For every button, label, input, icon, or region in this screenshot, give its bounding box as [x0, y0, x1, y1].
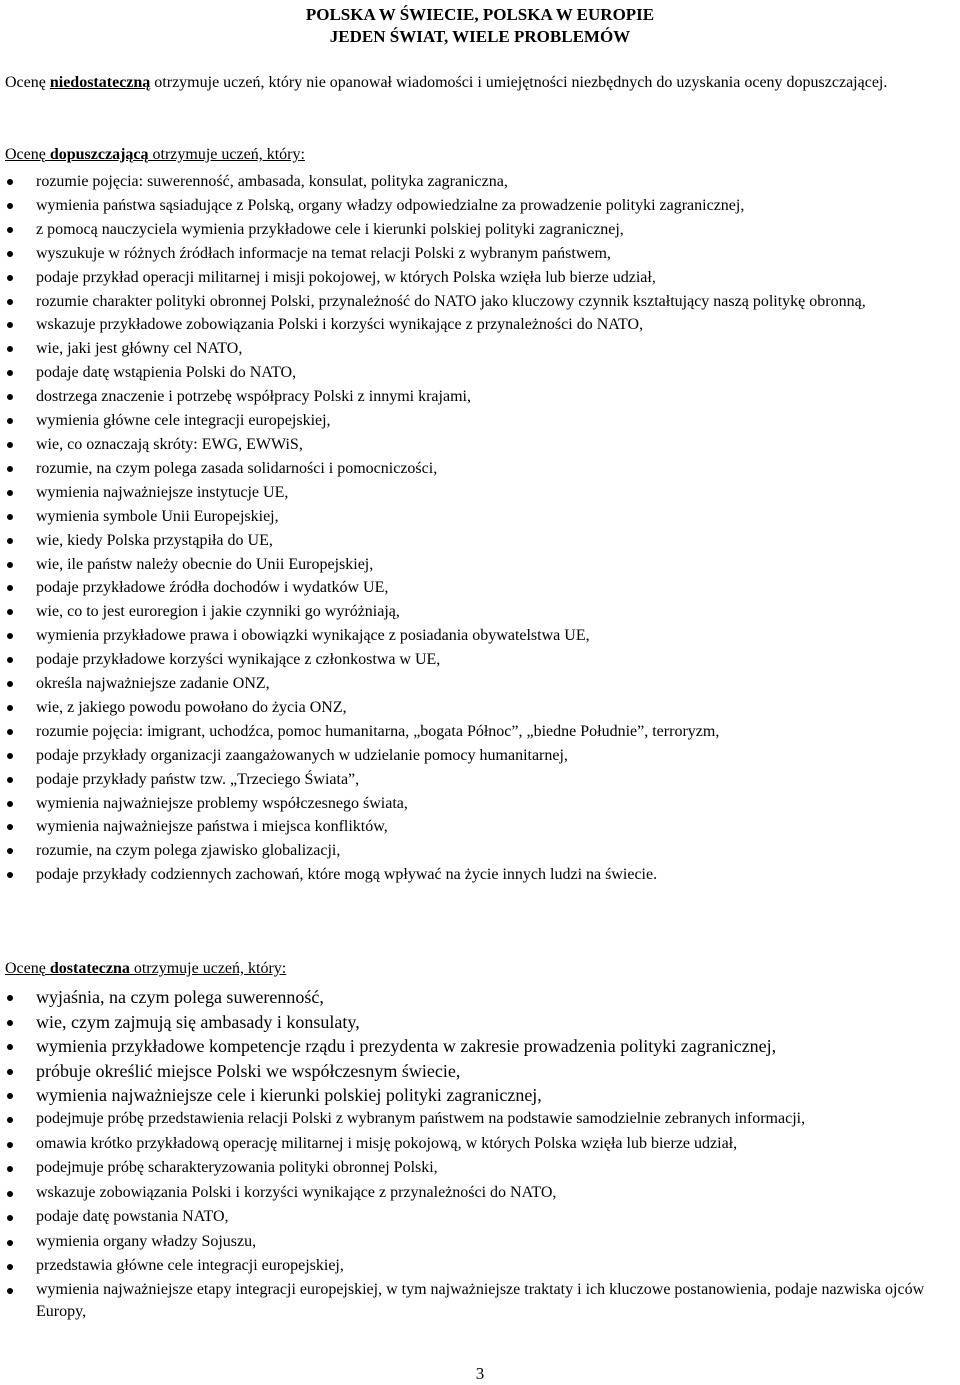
- section-heading-dopuszczajaca: [5, 144, 955, 166]
- document-title: POLSKA W ŚWIECIE, POLSKA W EUROPIE: [305, 5, 655, 24]
- list-item: podaje przykłady państw tzw. „Trzeciego Świata”,: [0, 768, 955, 792]
- list-item: wymienia najważniejsze problemy współczesnego świata,: [0, 792, 955, 816]
- list-item: z pomocą nauczyciela wymienia przykładowe cele i kierunki polskiej polityki zagranicznej,: [0, 218, 955, 242]
- list-item: wymienia najważniejsze cele i kierunki polskiej polityki zagranicznej,: [0, 1083, 955, 1108]
- list-item: próbuje określić miejsce Polski we współczesnym świecie,: [0, 1059, 955, 1084]
- list-item: wie, z jakiego powodu powołano do życia ONZ,: [0, 696, 955, 720]
- list-item: wskazuje zobowiązania Polski i korzyści wynikające z przynależności do NATO,: [0, 1181, 955, 1206]
- list-dopuszczajaca: [0, 170, 955, 887]
- heading-suffix: otrzymuje uczeń, który:: [148, 146, 305, 163]
- list-item: wie, ile państw należy obecnie do Unii Europejskiej,: [0, 553, 955, 577]
- list-item: podaje przykładowe źródła dochodów i wydatków UE,: [0, 576, 955, 600]
- list-item: wymienia symbole Unii Europejskiej,: [0, 505, 955, 529]
- grade-dostateczna: dostateczna: [49, 960, 130, 977]
- list-item: podejmuje próbę scharakteryzowania polityki obronnej Polski,: [0, 1156, 955, 1181]
- heading-suffix: otrzymuje uczeń, który:: [129, 960, 287, 977]
- list-item: wymienia organy władzy Sojuszu,: [0, 1230, 955, 1255]
- list-item: wymienia przykładowe kompetencje rządu i prezydenta w zakresie prowadzenia polityki zagranicznej,: [0, 1034, 955, 1059]
- list-item: rozumie pojęcia: suwerenność, ambasada, konsulat, polityka zagraniczna,: [0, 170, 955, 194]
- list-item: podaje przykładowe korzyści wynikające z członkostwa w UE,: [0, 648, 955, 672]
- list-dostateczna: [0, 985, 955, 1325]
- intro-prefix: Ocenę: [5, 74, 50, 91]
- list-item: przedstawia główne cele integracji europejskiej,: [0, 1254, 955, 1279]
- grade-dopuszczajaca: dopuszczającą: [49, 146, 149, 163]
- list-item: wie, kiedy Polska przystąpiła do UE,: [0, 529, 955, 553]
- list-item: rozumie charakter polityki obronnej Polski, przynależność do NATO jako kluczowy czynnik kształtujący naszą politykę obronną,: [0, 290, 955, 314]
- list-item: wymienia najważniejsze instytucje UE,: [0, 481, 955, 505]
- list-item: wskazuje przykładowe zobowiązania Polski i korzyści wynikające z przynależności do NATO,: [0, 313, 955, 337]
- list-item: dostrzega znaczenie i potrzebę współpracy Polski z innymi krajami,: [0, 385, 955, 409]
- list-item: podejmuje próbę przedstawienia relacji Polski z wybranym państwem na podstawie samodzielnie zebranych informacji,: [0, 1108, 955, 1130]
- list-item: podaje przykład operacji militarnej i misji pokojowej, w których Polska wzięła lub bierze udział,: [0, 266, 955, 290]
- list-item: rozumie pojęcia: imigrant, uchodźca, pomoc humanitarna, „bogata Północ”, „biedne Południe”, terroryzm,: [0, 720, 955, 744]
- page-number: 3: [475, 1364, 485, 1383]
- list-item: podaje przykłady codziennych zachowań, które mogą wpływać na życie innych ludzi na świecie.: [0, 863, 955, 887]
- list-item: wymienia przykładowe prawa i obowiązki wynikające z posiadania obywatelstwa UE,: [0, 624, 955, 648]
- heading-prefix: Ocenę: [5, 960, 50, 977]
- list-item: wie, co to jest euroregion i jakie czynniki go wyróżniają,: [0, 600, 955, 624]
- list-item: wymienia państwa sąsiadujące z Polską, organy władzy odpowiedzialne za prowadzenie polityki zagranicznej,: [0, 194, 955, 218]
- list-item: wymienia główne cele integracji europejskiej,: [0, 409, 955, 433]
- intro-paragraph: [5, 72, 955, 94]
- list-item: wymienia najważniejsze państwa i miejsca konfliktów,: [0, 815, 955, 839]
- section-heading-dostateczna: [5, 958, 955, 980]
- intro-text: otrzymuje uczeń, który nie opanował wiadomości i umiejętności niezbędnych do uzyskania oceny dopuszczającej.: [150, 74, 888, 91]
- heading-prefix: Ocenę: [5, 146, 50, 163]
- list-item: omawia krótko przykładową operację militarnej i misję pokojową, w których Polska wzięła lub bierze udział,: [0, 1132, 955, 1157]
- list-item: wymienia najważniejsze etapy integracji europejskiej, w tym najważniejsze traktaty i ich kluczowe postanowienia, podaje nazwiska ojców Europy,: [0, 1279, 955, 1323]
- list-item: wyszukuje w różnych źródłach informacje na temat relacji Polski z wybranym państwem,: [0, 242, 955, 266]
- list-item: wie, czym zajmują się ambasady i konsulaty,: [0, 1010, 955, 1035]
- list-item: wyjaśnia, na czym polega suwerenność,: [0, 985, 955, 1010]
- document-subtitle: JEDEN ŚWIAT, WIELE PROBLEMÓW: [329, 27, 631, 46]
- list-item: określa najważniejsze zadanie ONZ,: [0, 672, 955, 696]
- list-item: rozumie, na czym polega zjawisko globalizacji,: [0, 839, 955, 863]
- list-item: podaje datę powstania NATO,: [0, 1205, 955, 1230]
- list-item: rozumie, na czym polega zasada solidarności i pomocniczości,: [0, 457, 955, 481]
- list-item: podaje datę wstąpienia Polski do NATO,: [0, 361, 955, 385]
- list-item: wie, jaki jest główny cel NATO,: [0, 337, 955, 361]
- list-item: wie, co oznaczają skróty: EWG, EWWiS,: [0, 433, 955, 457]
- list-item: podaje przykłady organizacji zaangażowanych w udzielanie pomocy humanitarnej,: [0, 744, 955, 768]
- grade-niedostateczna: niedostateczną: [49, 74, 151, 91]
